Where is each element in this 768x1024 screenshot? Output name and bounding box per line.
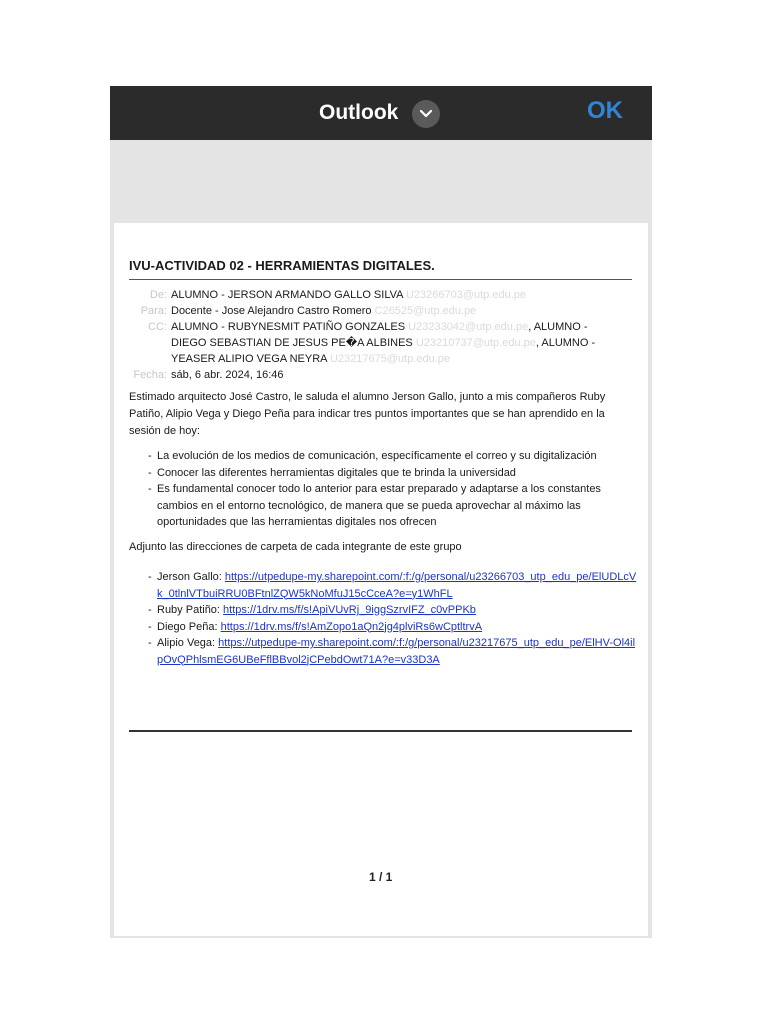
member-name: Jerson Gallo: xyxy=(157,571,222,583)
cc-row-continued xyxy=(129,335,595,351)
to-label: Para: xyxy=(140,305,167,317)
email-greeting: Estimado arquitecto José Castro, le saluda el alumno Jerson Gallo, junto a mis compañeros Ruby Patiño, Alipio Vega y Diego Peña para indicar tres puntos importantes que se han aprendido en la sesión de hoy: xyxy=(129,391,606,437)
list-item: - Ruby Patiño: https://1drv.ms/f/s!ApiVUvRj_9iggSzrvIFZ_c0vPPKb xyxy=(148,604,476,616)
footer-divider xyxy=(129,730,632,732)
from-email: U23266703@utp.edu.pe xyxy=(405,289,526,301)
cc-separator: , ALUMNO - xyxy=(535,337,596,349)
point-text: La evolución de los medios de comunicación, específicamente el correo y su digitalización xyxy=(157,450,597,462)
date-value: sáb, 6 abr. 2024, 16:46 xyxy=(171,369,284,381)
folder-link[interactable]: https://1drv.ms/f/s!AmZopo1aQn2jg4plviRs6wCptltrvA xyxy=(220,620,483,633)
list-item: - Conocer las diferentes herramientas digitales que te brinda la universidad xyxy=(148,466,516,479)
to-email: C26525@utp.edu.pe xyxy=(374,305,477,317)
point-text: Es fundamental conocer todo lo anterior para estar preparado y adaptarse a los constantes cambios en el entorno tecnológico, de manera que se pueda aprovechar al máximo las oportunidades que las herramientas digitales nos ofrecen xyxy=(157,483,601,528)
cc-row-continued xyxy=(129,351,450,367)
page-indicator: 1 / 1 xyxy=(369,870,393,884)
list-item: - Es fundamental conocer todo lo anterior para estar preparado y adaptarse a los constantes cambios en el entorno tecnológico, de manera que se pueda aprovechar al máximo las oportunidades que las herramientas digitales nos ofrecen xyxy=(148,483,601,528)
member-name: Alipio Vega: xyxy=(157,637,216,649)
top-bar xyxy=(110,86,652,140)
cc-1-name: ALUMNO - RUBYNESMIT PATIÑO GONZALES xyxy=(171,321,406,333)
to-name: Docente - Jose Alejandro Castro Romero xyxy=(171,305,372,317)
date-label: Fecha: xyxy=(133,369,167,381)
cc-label: CC: xyxy=(148,321,167,333)
cc-3-email: U23217675@utp.edu.pe xyxy=(329,353,451,365)
cc-separator: , ALUMNO - xyxy=(528,321,588,333)
email-print-page xyxy=(114,223,648,936)
list-item: - Alipio Vega: https://utpedupe-my.sharepoint.com/:f:/g/personal/u23217675_utp_edu_pe/ElHV-Ol4ilpOvQPhlsmEG6UBeFflBBvol2jCPebdOwt71A?e=v33D3A xyxy=(148,637,636,666)
date-row xyxy=(129,367,284,383)
cc-2-name: DIEGO SEBASTIAN DE JESUS PE�A ALBINES xyxy=(171,337,413,349)
cc-row xyxy=(129,319,588,335)
from-row xyxy=(129,287,526,303)
member-name: Diego Peña: xyxy=(157,620,218,633)
cc-1-email: U23233042@utp.edu.pe xyxy=(408,321,529,333)
list-item: - Jerson Gallo: https://utpedupe-my.sharepoint.com/:f:/g/personal/u23266703_utp_edu_pe/ElUDLcVk_0tlnlVTbuiRRU0BFtnlZQW5kNoMfuJ15cCceA?e=y1WhFL xyxy=(148,571,637,600)
outlook-viewer xyxy=(110,86,652,938)
chevron-down-icon[interactable] xyxy=(412,100,440,128)
from-name: ALUMNO - JERSON ARMANDO GALLO SILVA xyxy=(171,289,403,301)
app-title[interactable]: Outlook xyxy=(319,101,399,124)
ok-button[interactable]: OK xyxy=(587,97,623,124)
point-text: Conocer las diferentes herramientas digitales que te brinda la universidad xyxy=(157,466,516,479)
cc-2-email: U23210737@utp.edu.pe xyxy=(415,337,536,349)
subject-divider xyxy=(129,279,632,280)
folder-link[interactable]: https://utpedupe-my.sharepoint.com/:f:/g/personal/u23266703_utp_edu_pe/ElUDLcVk_0tlnlVTbuiRRU0BFtnlZQW5kNoMfuJ15cCceA?e=y1WhFL xyxy=(157,571,637,600)
cc-3-name: YEASER ALIPIO VEGA NEYRA xyxy=(171,353,327,365)
folder-link[interactable]: https://1drv.ms/f/s!ApiVUvRj_9iggSzrvIFZ_c0vPPKb xyxy=(223,604,476,616)
from-label: De: xyxy=(149,289,167,301)
folder-link[interactable]: https://utpedupe-my.sharepoint.com/:f:/g/personal/u23217675_utp_edu_pe/ElHV-Ol4ilpOvQPhlsmEG6UBeFflBBvol2jCPebdOwt71A?e=v33D3A xyxy=(157,637,636,666)
to-row xyxy=(129,303,476,319)
email-subject: IVU-ACTIVIDAD 02 - HERRAMIENTAS DIGITALES. xyxy=(129,258,435,273)
list-item: - La evolución de los medios de comunicación, específicamente el correo y su digitalización xyxy=(148,450,597,462)
folder-links-list xyxy=(148,569,638,668)
member-name: Ruby Patiño: xyxy=(157,604,220,616)
key-points-list xyxy=(148,448,638,531)
list-item: - Diego Peña: https://1drv.ms/f/s!AmZopo1aQn2jg4plviRs6wCptltrvA xyxy=(148,620,483,633)
attach-intro: Adjunto las direcciones de carpeta de cada integrante de este grupo xyxy=(129,541,462,553)
